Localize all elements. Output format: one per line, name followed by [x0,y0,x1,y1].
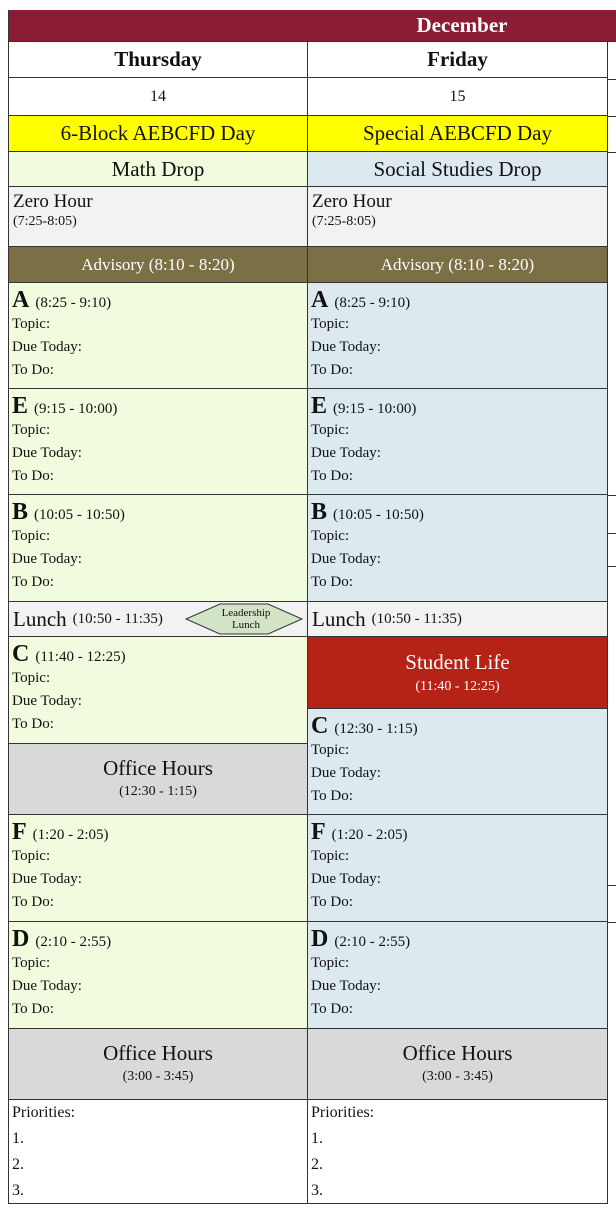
office-hours-time: (3:00 - 3:45) [422,1069,493,1084]
friday-student-life [308,637,607,709]
friday-block-f[interactable] [308,815,607,922]
zero-hour-title: Zero Hour [13,191,93,212]
block-letter: C [311,713,329,739]
advisory-label: Advisory (8:10 - 8:20) [380,254,535,274]
to-do-label: To Do: [12,468,54,484]
student-life-time: (11:40 - 12:25) [415,678,500,694]
topic-label: Topic: [311,528,350,544]
block-letter: A [311,287,329,313]
topic-label: Topic: [12,528,51,544]
to-do-label: To Do: [311,468,353,484]
office-hours-title: Office Hours [402,1041,513,1065]
block-letter: C [12,641,30,667]
due-today-label: Due Today: [311,339,381,355]
day-name: Thursday [114,47,202,71]
thursday-day-header [9,42,307,78]
office-hours-title: Office Hours [103,756,213,780]
to-do-label: To Do: [12,1001,54,1017]
block-letter: D [12,926,30,952]
leadership-lunch-label [212,602,280,636]
due-today-label: Due Today: [311,765,381,781]
block-letter: D [311,926,329,952]
priorities-title: Priorities: [12,1104,76,1121]
friday-block-e[interactable] [308,389,607,495]
due-today-label: Due Today: [12,445,82,461]
block-time: (10:05 - 10:50) [34,507,125,523]
to-do-label: To Do: [311,788,353,804]
topic-label: Topic: [12,848,51,864]
block-letter: B [311,499,328,525]
next-column-tick [608,495,616,496]
day-type-label: Special AEBCFD Day [363,121,552,145]
zero-hour-title: Zero Hour [312,191,392,212]
lunch-time: (10:50 - 11:35) [72,610,163,627]
zero-hour-time: (7:25-8:05) [13,214,77,229]
topic-label: Topic: [12,955,51,971]
block-letter: E [311,393,328,419]
next-column-tick [608,116,616,117]
friday-day-type [308,116,607,152]
to-do-label: To Do: [311,1001,353,1017]
block-time: (1:20 - 2:05) [32,827,109,843]
block-letter: E [12,393,29,419]
next-column-tick [608,566,616,567]
due-today-label: Due Today: [311,871,381,887]
friday-date [308,78,607,116]
block-letter: F [12,819,27,845]
lunch-time: (10:50 - 11:35) [371,610,462,627]
drop-label: Math Drop [111,156,205,181]
to-do-label: To Do: [12,716,54,732]
friday-zero-hour [308,187,607,247]
priority-item: 2. [311,1156,323,1173]
thursday-office-hours-1 [9,744,307,815]
friday-block-c[interactable] [308,709,607,815]
friday-lunch [308,602,607,637]
thursday-block-c[interactable] [9,637,307,744]
block-letter: F [311,819,326,845]
to-do-label: To Do: [311,894,353,910]
friday-advisory [308,247,607,283]
drop-label: Social Studies Drop [373,156,542,181]
topic-label: Topic: [311,316,350,332]
month-header [8,10,616,42]
friday-block-d[interactable] [308,922,607,1029]
priority-item: 1. [12,1130,24,1147]
block-time: (10:05 - 10:50) [333,507,424,523]
thursday-block-f[interactable] [9,815,307,922]
lunch-label: Lunch [13,606,67,631]
topic-label: Topic: [311,848,350,864]
due-today-label: Due Today: [311,445,381,461]
topic-label: Topic: [311,742,350,758]
date-number: 14 [150,87,166,105]
block-letter: B [12,499,29,525]
advisory-label: Advisory (8:10 - 8:20) [81,254,235,274]
thursday-date [9,78,307,116]
block-time: (12:30 - 1:15) [334,721,418,737]
thursday-drop [9,152,307,187]
next-column-tick [608,152,616,153]
block-letter: A [12,287,30,313]
block-time: (8:25 - 9:10) [35,295,112,311]
block-time: (8:25 - 9:10) [334,295,411,311]
thursday-block-d[interactable] [9,922,307,1029]
block-time: (9:15 - 10:00) [333,401,417,417]
thursday-block-b[interactable] [9,495,307,602]
to-do-label: To Do: [12,894,54,910]
date-number: 15 [449,87,466,105]
block-time: (1:20 - 2:05) [331,827,408,843]
topic-label: Topic: [12,422,51,438]
friday-block-a[interactable] [308,283,607,389]
to-do-label: To Do: [12,362,54,378]
due-today-label: Due Today: [311,551,381,567]
next-column-tick [608,533,616,534]
friday-day-header [308,42,607,78]
thursday-office-hours-2 [9,1029,307,1100]
month-label: December [416,13,508,37]
due-today-label: Due Today: [12,339,82,355]
priority-item: 3. [311,1182,323,1199]
next-column-tick [608,885,616,886]
day-name: Friday [427,47,488,71]
due-today-label: Due Today: [12,551,82,567]
zero-hour-time: (7:25-8:05) [312,214,376,229]
thursday-priorities[interactable] [9,1100,307,1203]
due-today-label: Due Today: [12,693,82,709]
friday-priorities[interactable] [308,1100,607,1203]
student-life-title: Student Life [405,649,510,674]
block-time: (2:10 - 2:55) [35,934,112,950]
friday-office-hours [308,1029,607,1100]
priorities-title: Priorities: [311,1104,375,1121]
to-do-label: To Do: [311,574,353,590]
office-hours-time: (3:00 - 3:45) [122,1069,194,1084]
priority-item: 2. [12,1156,24,1173]
thursday-day-type [9,116,307,152]
block-time: (2:10 - 2:55) [334,934,411,950]
topic-label: Topic: [12,670,51,686]
topic-label: Topic: [12,316,51,332]
friday-block-b[interactable] [308,495,607,602]
block-time: (9:15 - 10:00) [34,401,118,417]
topic-label: Topic: [311,422,350,438]
due-today-label: Due Today: [311,978,381,994]
to-do-label: To Do: [311,362,353,378]
thursday-advisory [9,247,307,283]
block-time: (11:40 - 12:25) [35,649,126,665]
lunch-label: Lunch [312,606,366,631]
friday-drop [308,152,607,187]
to-do-label: To Do: [12,574,54,590]
thursday-block-e[interactable] [9,389,307,495]
day-type-label: 6-Block AEBCFD Day [60,121,256,145]
due-today-label: Due Today: [12,978,82,994]
leadership-lunch-text: Leadership Lunch [221,607,271,631]
office-hours-time: (12:30 - 1:15) [119,784,197,799]
table-right-border [607,42,608,1204]
priority-item: 1. [311,1130,323,1147]
thursday-block-a[interactable] [9,283,307,389]
due-today-label: Due Today: [12,871,82,887]
next-column-tick [608,79,616,80]
priority-item: 3. [12,1182,24,1199]
next-column-tick [608,922,616,923]
office-hours-title: Office Hours [103,1041,213,1065]
topic-label: Topic: [311,955,350,971]
thursday-zero-hour [9,187,307,247]
